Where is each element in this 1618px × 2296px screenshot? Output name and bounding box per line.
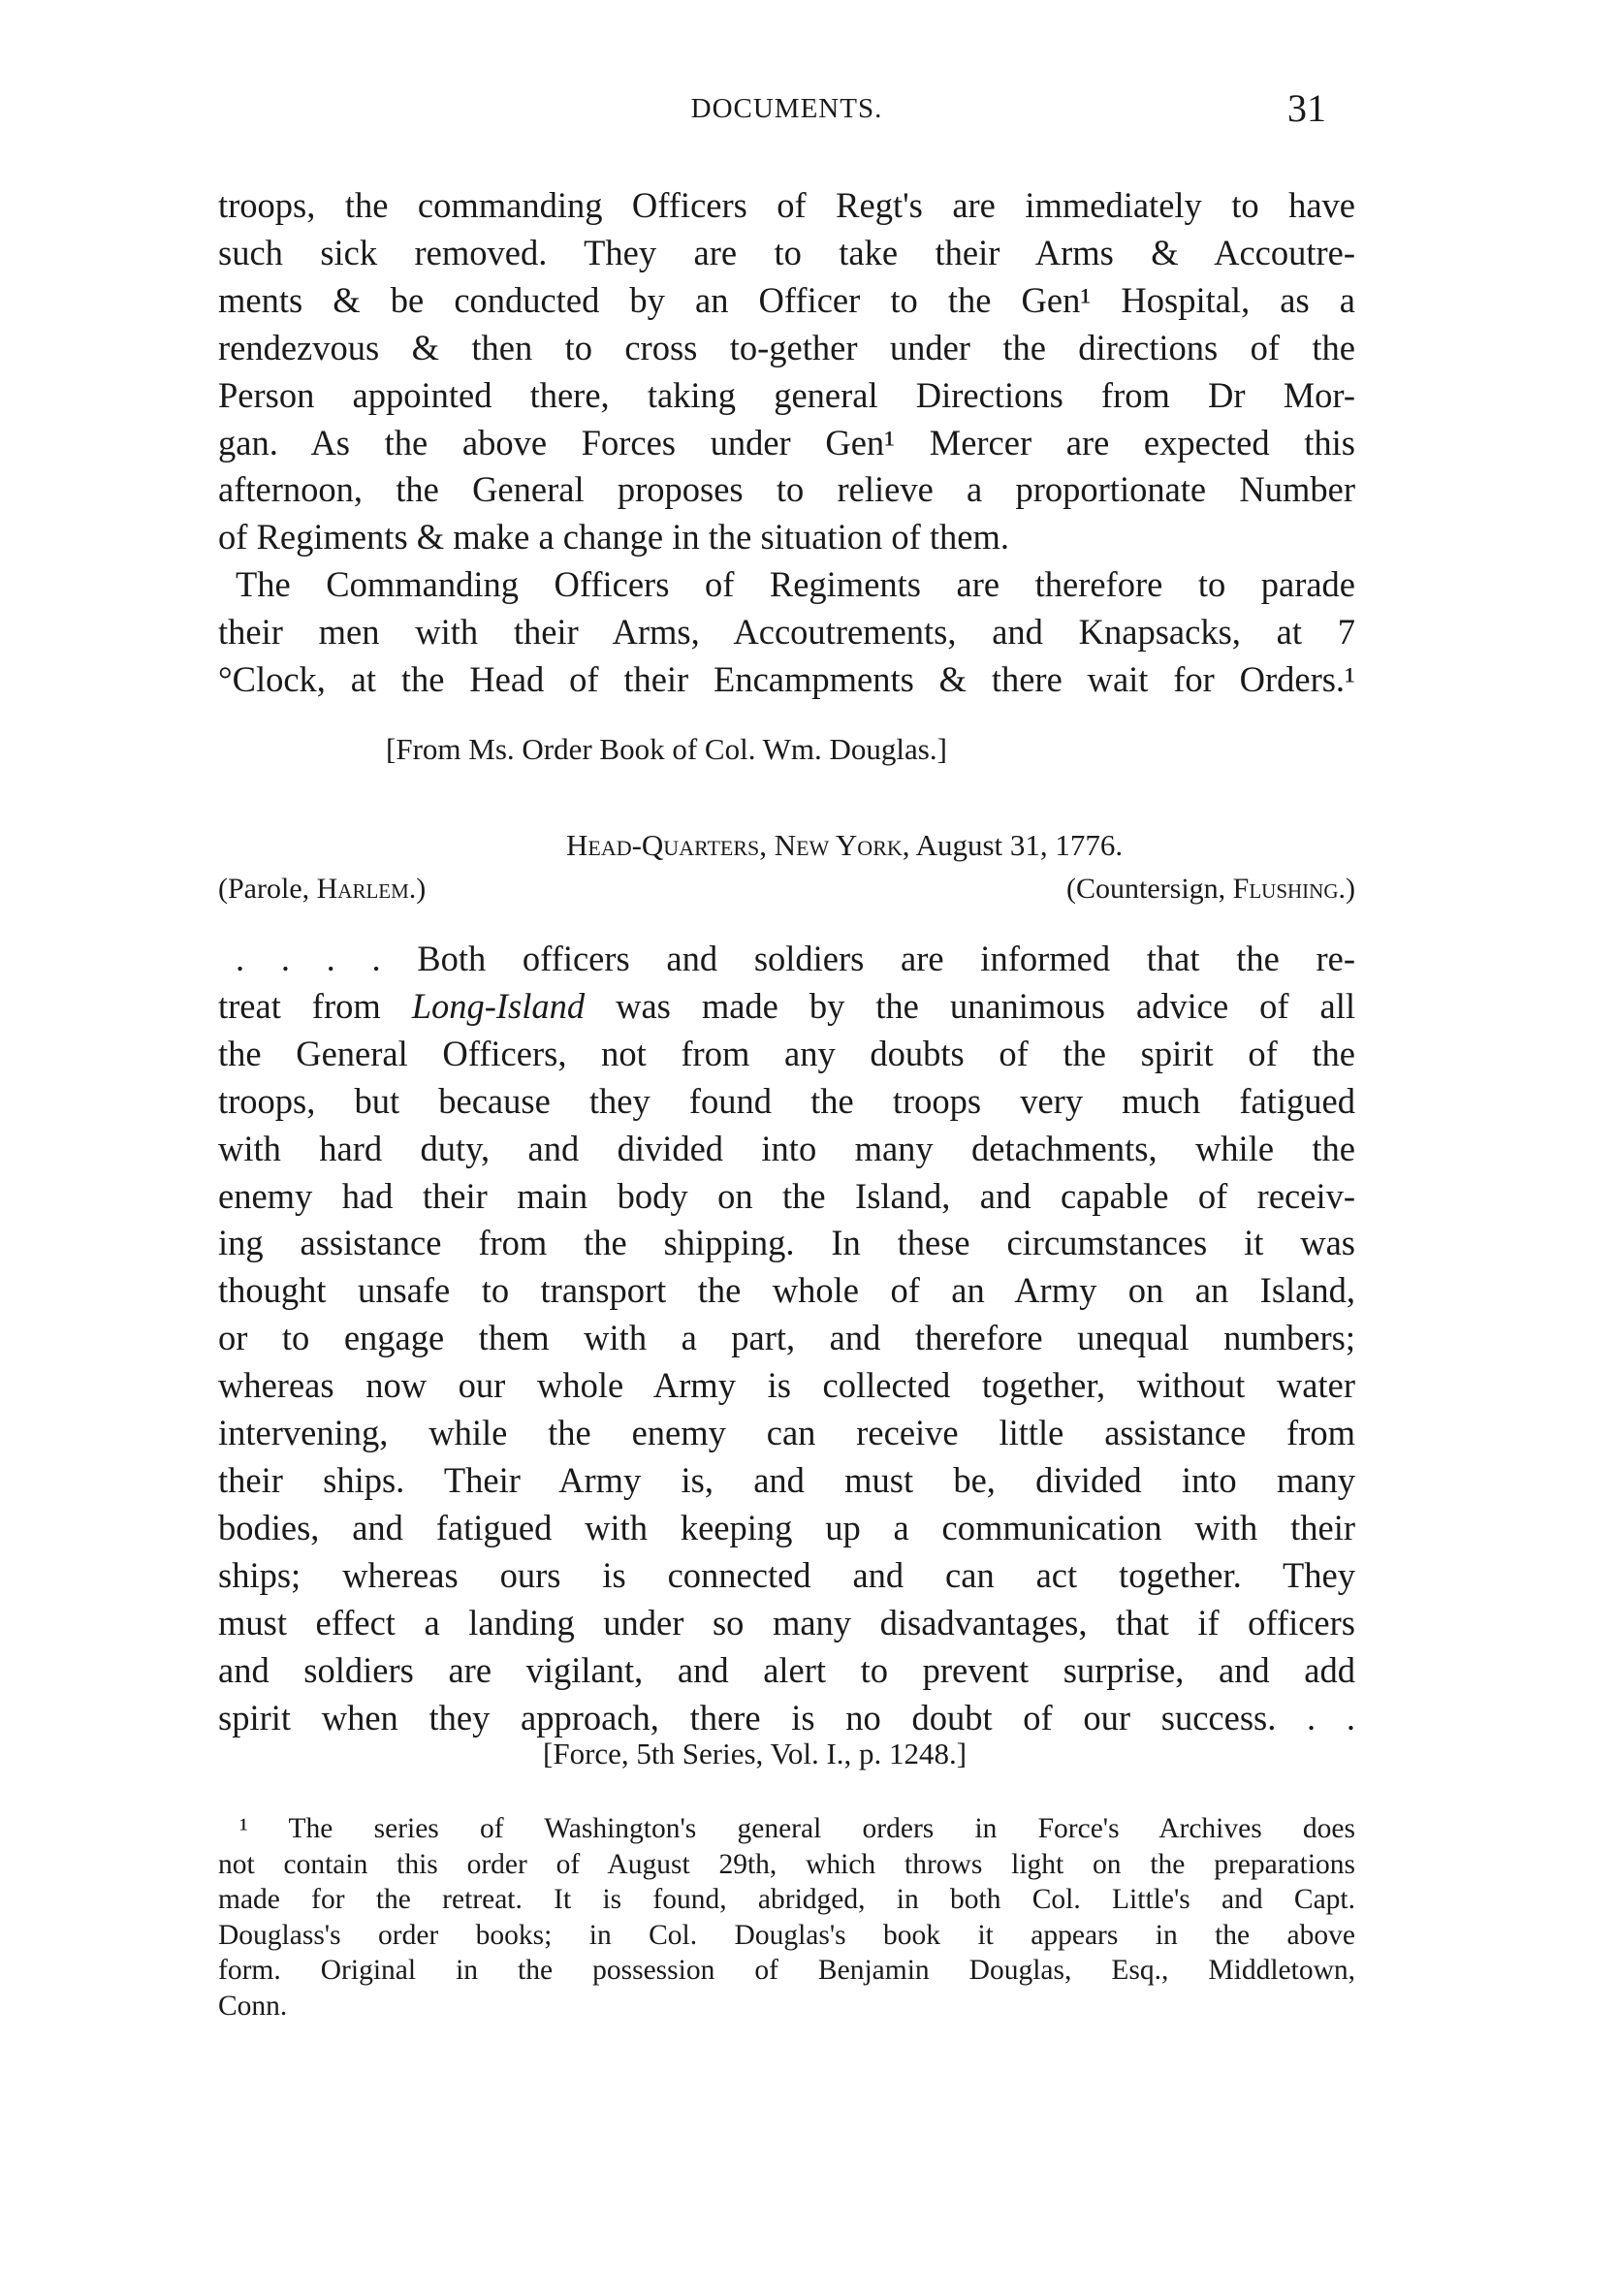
text-line: troops, the commanding Officers of Regt's are immediately to have bbox=[218, 185, 1355, 225]
text-segment: treat from bbox=[218, 985, 381, 1026]
dateline-date: August 31, 1776. bbox=[915, 828, 1124, 862]
text-line: their ships. Their Army is, and must be, divided into many bbox=[218, 1459, 1355, 1500]
footnote-line: not contain this order of August 29th, which throws light on the preparations bbox=[218, 1848, 1355, 1880]
text-line: bodies, and fatigued with keeping up a communication with their bbox=[218, 1507, 1355, 1547]
text-line: their men with their Arms, Accoutrements, and Knapsacks, at 7 bbox=[218, 612, 1355, 653]
text-line: rendezvous & then to cross to-gether under the directions of the bbox=[218, 327, 1355, 367]
source-citation: [From Ms. Order Book of Col. Wm. Douglas.] bbox=[386, 732, 947, 766]
text-line: of Regiments & make a change in the situation of them. bbox=[218, 517, 1009, 558]
text-line: ments & be conducted by an Officer to the Gen¹ Hospital, as a bbox=[218, 279, 1355, 320]
dateline-place: Head-Quarters, New York, bbox=[566, 828, 910, 862]
page-number: 31 bbox=[1287, 86, 1326, 130]
footnote-line: Conn. bbox=[218, 1990, 288, 2022]
footnote bbox=[218, 1811, 1355, 2025]
text-line: the General Officers, not from any doubts of the spirit of the bbox=[218, 1033, 1355, 1073]
footnote-line: Douglass's order books; in Col. Douglas's book it appears in the above bbox=[218, 1919, 1355, 1951]
running-title: DOCUMENTS. bbox=[690, 93, 883, 124]
paragraph-general-order bbox=[218, 936, 1355, 1741]
text-line: and soldiers are vigilant, and alert to prevent surprise, and add bbox=[218, 1649, 1355, 1690]
countersign-label: (Countersign, bbox=[1066, 873, 1226, 905]
text-line: whereas now our whole Army is collected together, without water bbox=[218, 1365, 1355, 1406]
text-line: gan. As the above Forces under Gen¹ Mercer are expected this bbox=[218, 422, 1355, 462]
text-line: ing assistance from the shipping. In these circumstances it was bbox=[218, 1223, 1355, 1263]
text-line: ships; whereas ours is connected and can act together. They bbox=[218, 1554, 1355, 1595]
parole-word: Harlem.) bbox=[316, 873, 427, 905]
footnote-line: ¹ The series of Washington's general orders in Force's Archives does bbox=[239, 1813, 1355, 1844]
footnote-line: form. Original in the possession of Benjamin Douglas, Esq., Middletown, bbox=[218, 1955, 1355, 1987]
text-line: troops, but because they found the troops very much fatigued bbox=[218, 1080, 1355, 1121]
parole-label: (Parole, bbox=[218, 873, 310, 905]
parole-line bbox=[218, 873, 1355, 906]
text-line: spirit when they approach, there is no doubt of our success. . . bbox=[218, 1697, 1355, 1738]
text-line: with hard duty, and divided into many detachments, while the bbox=[218, 1128, 1355, 1168]
text-line: °Clock, at the Head of their Encampments & there wait for Orders.¹ bbox=[218, 659, 1355, 700]
text-line: . . . . Both officers and soldiers are informed that the re- bbox=[236, 939, 1355, 978]
source-citation: [Force, 5th Series, Vol. I., p. 1248.] bbox=[543, 1737, 968, 1770]
text-line bbox=[218, 983, 1355, 1031]
text-line: Person appointed there, taking general Directions from Dr Mor- bbox=[218, 374, 1355, 415]
text-line: must effect a landing under so many disadvantages, that if officers bbox=[218, 1602, 1355, 1642]
running-header bbox=[218, 85, 1355, 134]
text-line: afternoon, the General proposes to relieve a proportionate Number bbox=[218, 469, 1355, 510]
text-segment: was made by the unanimous advice of all bbox=[616, 985, 1355, 1026]
text-line: thought unsafe to transport the whole of an Army on an Island, bbox=[218, 1270, 1355, 1311]
countersign bbox=[1066, 873, 1355, 906]
parole bbox=[218, 873, 426, 905]
text-line: intervening, while the enemy can receive little assistance from bbox=[218, 1413, 1355, 1453]
dateline bbox=[566, 828, 1123, 863]
countersign-word: Flushing.) bbox=[1232, 873, 1355, 905]
text-line: The Commanding Officers of Regiments are therefore to parade bbox=[236, 564, 1355, 605]
italic-place-name: Long-Island bbox=[411, 985, 586, 1026]
text-line: or to engage them with a part, and therefore unequal numbers; bbox=[218, 1318, 1355, 1358]
text-line: such sick removed. They are to take their Arms & Accoutre- bbox=[218, 232, 1355, 272]
footnote-line: made for the retreat. It is found, abridged, in both Col. Little's and Capt. bbox=[218, 1884, 1355, 1916]
paragraph-orders-continued bbox=[218, 182, 1355, 704]
text-line: enemy had their main body on the Island, and capable of receiv- bbox=[218, 1175, 1355, 1216]
